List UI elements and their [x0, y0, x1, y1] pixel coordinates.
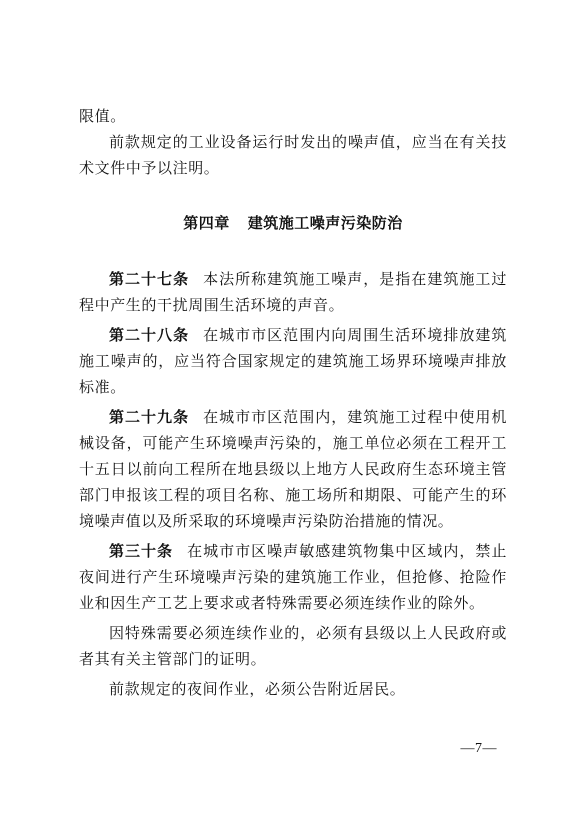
paragraph-night-notice: 前款规定的夜间作业，必须公告附近居民。 [109, 680, 406, 698]
chapter-number: 第四章 [183, 214, 230, 232]
article-28 [79, 322, 507, 400]
paragraph-note: 前款规定的工业设备运行时发出的噪声值，应当在有关技术文件中予以注明。 [79, 133, 507, 177]
chapter-title: 建筑施工噪声污染防治 [247, 214, 403, 232]
article-label: 第三十条 [109, 542, 174, 560]
article-label: 第二十七条 [109, 270, 190, 288]
article-30 [79, 538, 507, 616]
paragraph-exception-proof: 因特殊需要必须连续作业的，必须有县级以上人民政府或者其有关主管部门的证明。 [79, 624, 507, 668]
document-body [79, 103, 507, 702]
article-29 [79, 404, 507, 534]
chapter-heading [79, 210, 507, 236]
article-label: 第二十九条 [109, 408, 190, 426]
page-number: —7— [460, 741, 497, 756]
article-text: 在城市市区范围内向周围生活环境排放建筑施工噪声的，应当符合国家规定的建筑施工场界环境噪声排放标准。 [79, 326, 507, 396]
paragraph-continued: 限值。 [79, 107, 126, 125]
article-text: 本法所称建筑施工噪声，是指在建筑施工过程中产生的干扰周围生活环境的声音。 [79, 270, 507, 314]
article-text: 在城市市区范围内，建筑施工过程中使用机械设备，可能产生环境噪声污染的，施工单位必须在工程开工十五日以前向工程所在地县级以上地方人民政府生态环境主管部门申报该工程的项目名称、施工场所和期限、可能产生的环境噪声值以及所采取的环境噪声污染防治措施的情况。 [79, 408, 507, 530]
article-27 [79, 266, 507, 318]
article-label: 第二十八条 [109, 326, 190, 344]
article-text: 在城市市区噪声敏感建筑物集中区域内，禁止夜间进行产生环境噪声污染的建筑施工作业，但抢修、抢险作业和因生产工艺上要求或者特殊需要必须连续作业的除外。 [79, 542, 507, 612]
